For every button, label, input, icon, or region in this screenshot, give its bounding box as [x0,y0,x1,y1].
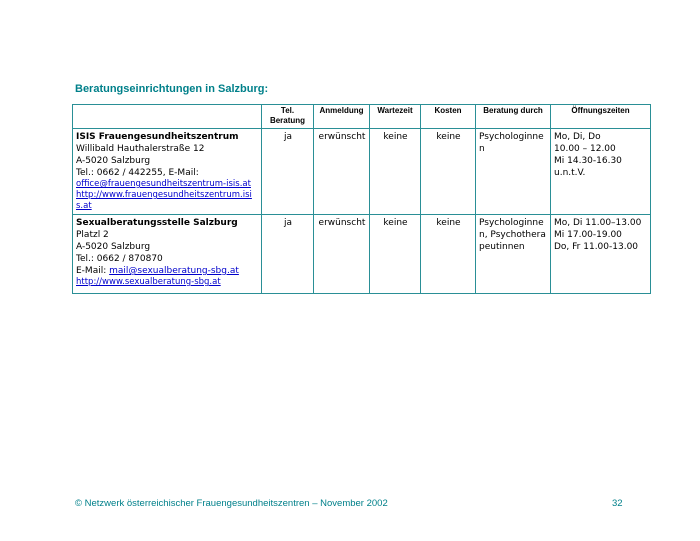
hours-cell [551,129,651,215]
table-header-row [73,105,651,129]
counseling-table [72,104,651,294]
hours-line: Mo, Di, Do [554,132,601,142]
facility-name: ISIS Frauengesundheitszentrum [76,132,239,142]
facility-street: Platzl 2 [76,230,109,240]
hours-line: 10.00 – 12.00 [554,144,616,154]
facility-city: A-5020 Salzburg [76,242,151,252]
kosten-value: keine [421,215,476,294]
table-row [73,215,651,294]
hours-line: Mi 17.00-19.00 [554,230,622,240]
footer-copyright: © Netzwerk österreichischer Frauengesundheitszentren – November 2002 [75,498,388,509]
tel-beratung-value: ja [262,129,314,215]
hours-line: Do, Fr 11.00-13.00 [554,242,639,252]
website-link[interactable]: http://www.frauengesundheitszentrum.isis.at [76,190,252,211]
tel-beratung-value: ja [262,215,314,294]
facility-city: A-5020 Salzburg [76,156,151,166]
anmeldung-value: erwünscht [314,215,370,294]
facility-contact: Tel.: 0662 / 870870 [76,254,163,264]
header-oeffnungszeiten: Öffnungszeiten [551,105,651,129]
facility-name: Sexualberatungsstelle Salzburg [76,218,238,228]
section-heading: Beratungseinrichtungen in Salzburg: [75,83,269,95]
kosten-value: keine [421,129,476,215]
header-anmeldung: Anmeldung [314,105,370,129]
header-kosten: Kosten [421,105,476,129]
beratung-durch-value: Psychologinnen [476,129,551,215]
anmeldung-value: erwünscht [314,129,370,215]
header-beratung-durch: Beratung durch [476,105,551,129]
beratung-durch-value: Psychologinnen, Psychotherapeutinnen [476,215,551,294]
email-link[interactable]: mail@sexualberatung-sbg.at [109,266,239,276]
website-link[interactable]: http://www.sexualberatung-sbg.at [76,277,221,287]
email-link[interactable]: office@frauengesundheitszentrum-isis.at [76,179,251,189]
hours-cell [551,215,651,294]
header-tel-beratung: Tel. Beratung [262,105,314,129]
header-wartezeit: Wartezeit [370,105,421,129]
hours-line: u.n.t.V. [554,168,586,178]
facility-cell [73,129,262,215]
header-name [73,105,262,129]
wartezeit-value: keine [370,215,421,294]
wartezeit-value: keine [370,129,421,215]
facility-cell [73,215,262,294]
hours-line: Mo, Di 11.00–13.00 [554,218,642,228]
email-prefix: E-Mail: [76,266,110,276]
facility-street: Willibald Hauthalerstraße 12 [76,144,205,154]
facility-email-line [76,265,259,277]
page-number: 32 [612,498,623,509]
facility-contact: Tel.: 0662 / 442255, E-Mail: [76,168,199,178]
hours-line: Mi 14.30-16.30 [554,156,622,166]
table-row [73,129,651,215]
